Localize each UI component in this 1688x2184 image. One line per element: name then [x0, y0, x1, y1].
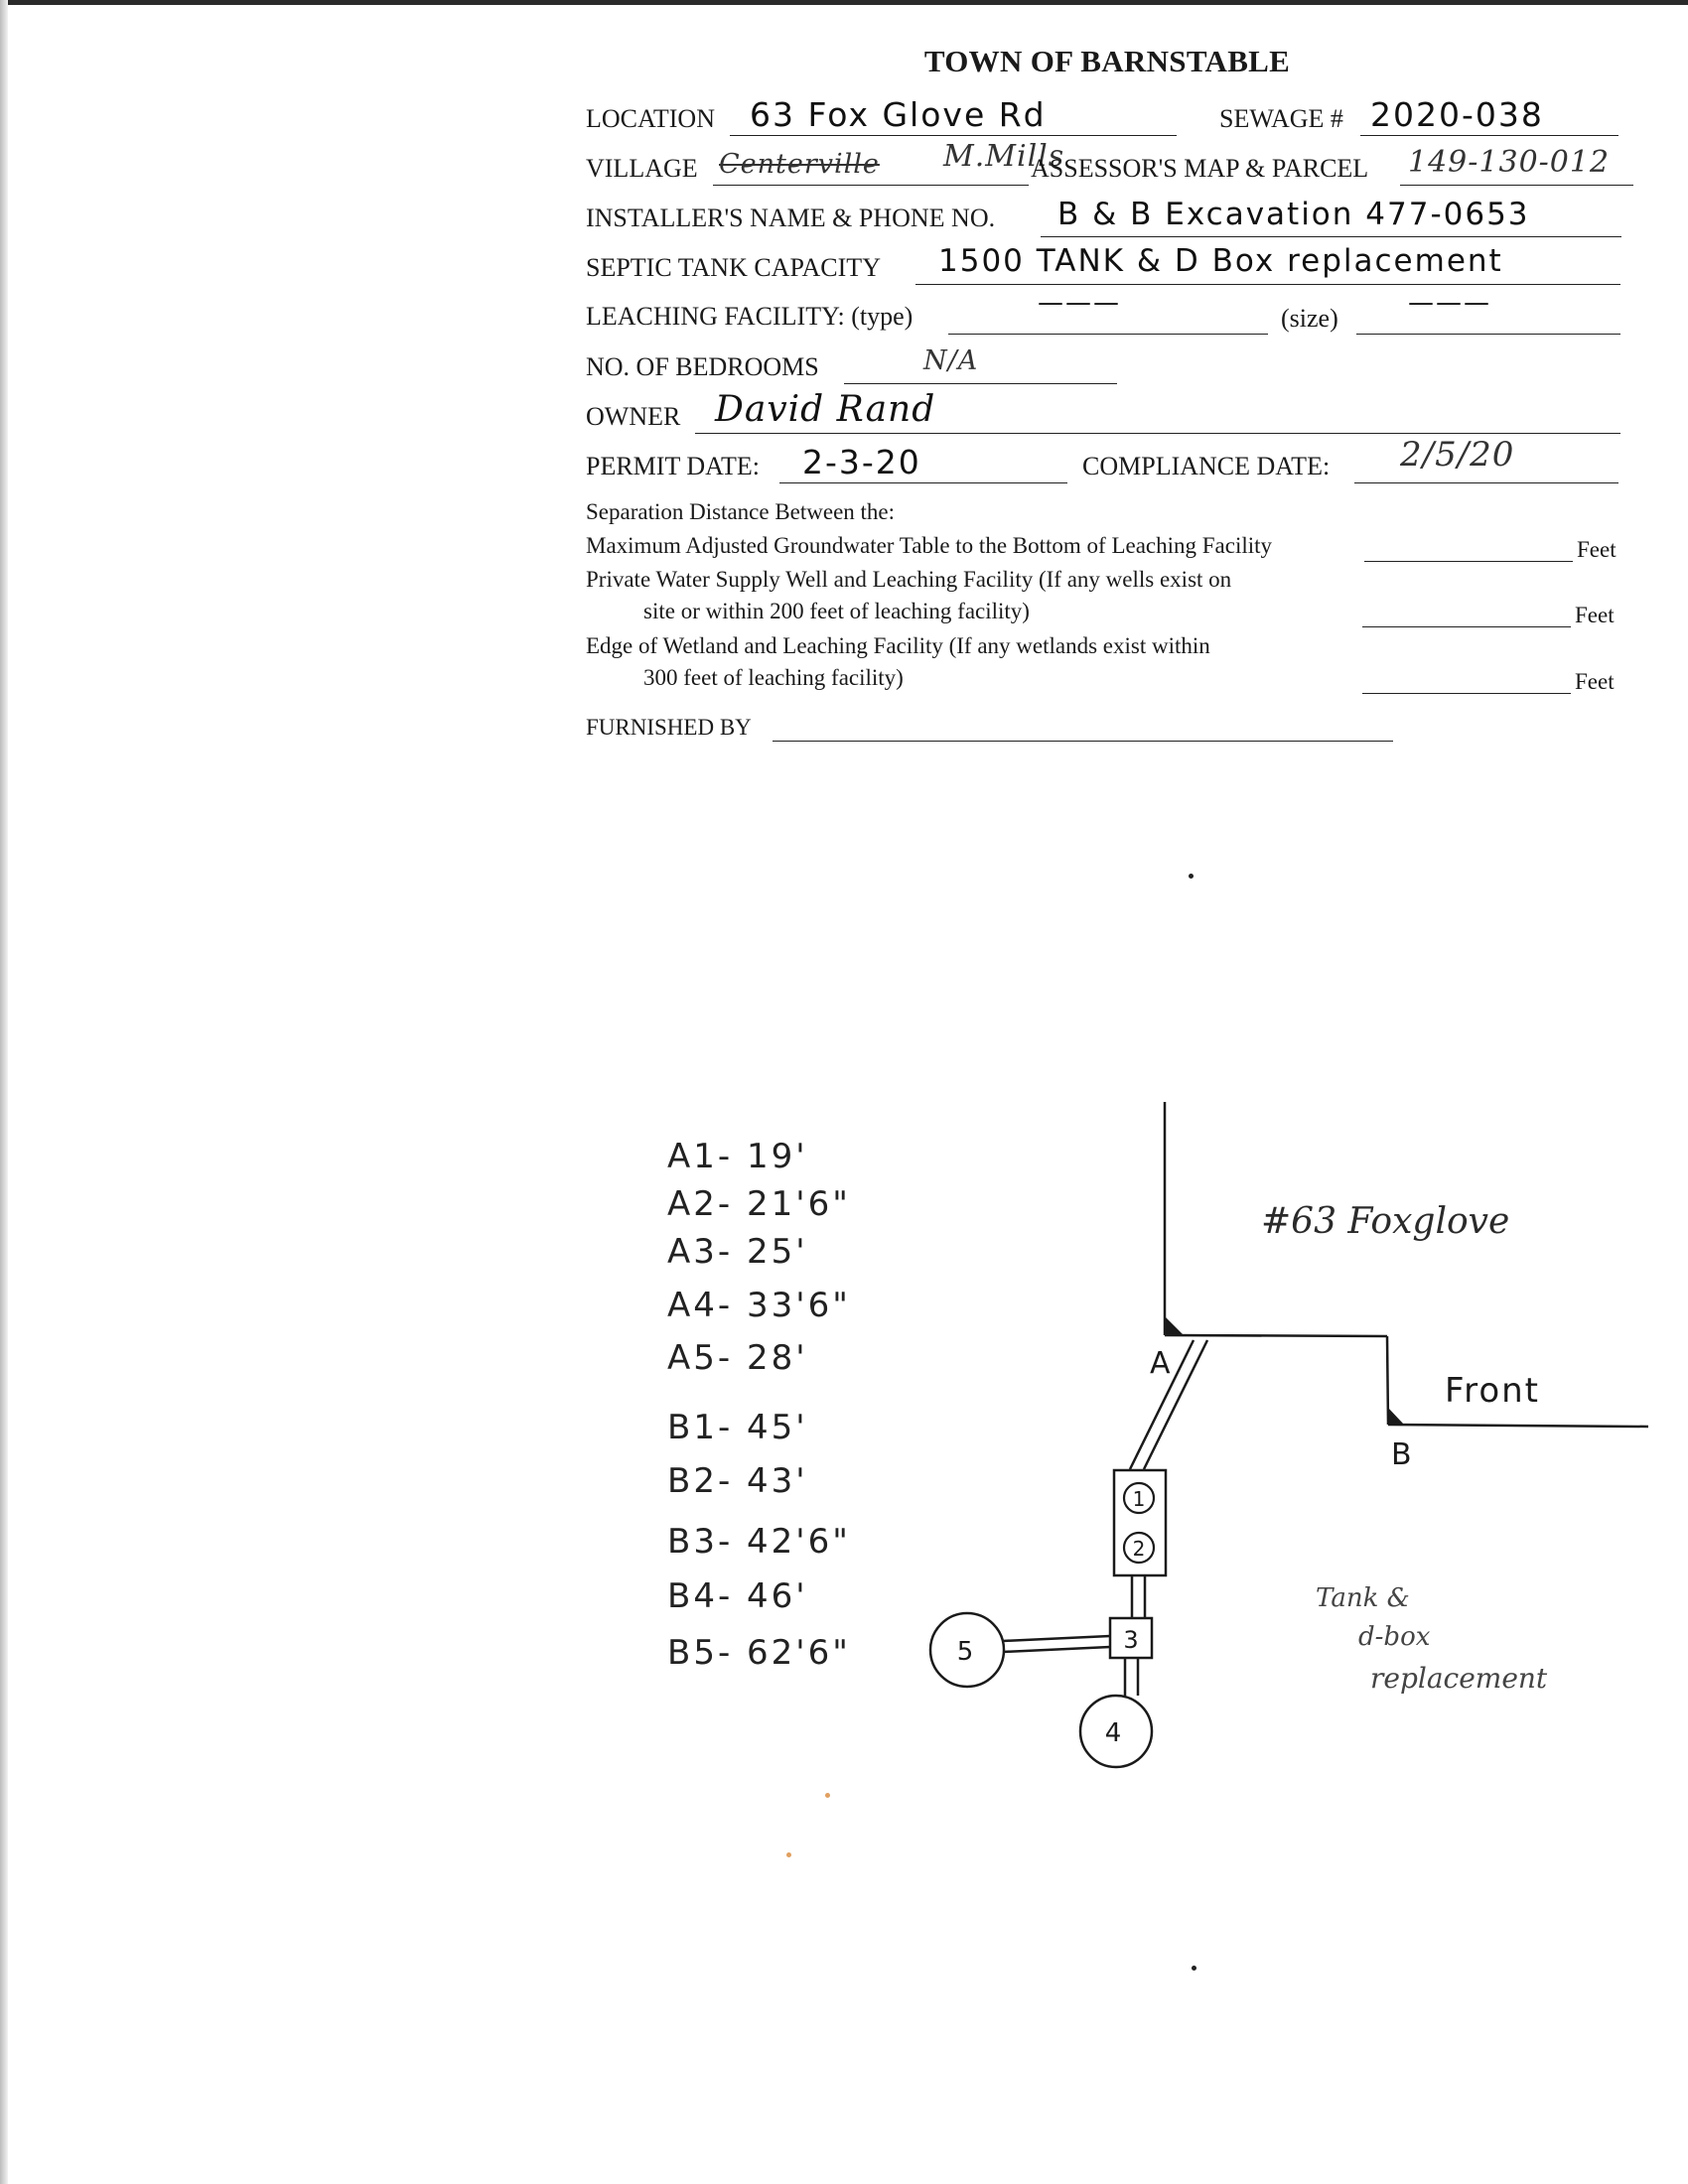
measurement-a4: A4- 33'6" [667, 1286, 851, 1325]
note-line-1: Tank & [1316, 1583, 1410, 1613]
measurement-b3: B3- 42'6" [667, 1522, 851, 1562]
separation-wetland-text-2: 300 feet of leaching facility) [643, 665, 904, 690]
map-parcel-value: 149-130-012 [1408, 145, 1611, 180]
measurement-b2: B2- 43' [667, 1461, 808, 1501]
sewage-label: SEWAGE # [1219, 104, 1343, 133]
leaching-size-label: (size) [1281, 304, 1338, 333]
bedrooms-label: NO. OF BEDROOMS [586, 352, 819, 381]
leaching-type-value: ——— [1038, 288, 1121, 318]
feet-label-well: Feet [1575, 603, 1615, 627]
permit-date-value: 2-3-20 [802, 443, 921, 481]
location-label: LOCATION [586, 104, 715, 133]
component-1-label: 1 [1132, 1487, 1146, 1511]
front-label: Front [1445, 1371, 1540, 1411]
measurement-a3: A3- 25' [667, 1232, 808, 1272]
location-value: 63 Fox Glove Rd [750, 95, 1047, 134]
corner-marker-b [1388, 1408, 1404, 1425]
separation-wetland-text: Edge of Wetland and Leaching Facility (If any wetlands exist within [586, 633, 1210, 658]
furnished-by-label: FURNISHED BY [586, 715, 752, 740]
septic-capacity-label: SEPTIC TANK CAPACITY [586, 253, 881, 282]
permit-date-label: PERMIT DATE: [586, 452, 761, 480]
measurement-b5: B5- 62'6" [667, 1633, 851, 1673]
owner-value: David Rand [715, 389, 936, 430]
point-a-label: A [1150, 1346, 1171, 1381]
house-outline [1165, 1102, 1648, 1427]
village-label: VILLAGE [586, 154, 698, 183]
component-4-label: 4 [1104, 1718, 1122, 1748]
component-5-label: 5 [956, 1637, 974, 1667]
separation-well-text-2: site or within 200 feet of leaching facility) [643, 599, 1030, 623]
compliance-date-value: 2/5/20 [1400, 435, 1515, 475]
point-b-label: B [1391, 1437, 1412, 1472]
form-title: TOWN OF BARNSTABLE [923, 44, 1291, 78]
feet-label-wetland: Feet [1575, 669, 1615, 694]
measurement-a1: A1- 19' [667, 1137, 808, 1176]
septic-capacity-value: 1500 TANK & D Box replacement [938, 243, 1503, 279]
leaching-size-value: ——— [1408, 288, 1491, 318]
pipe-tank-to-dbox [1132, 1575, 1145, 1618]
house-label: #63 Foxglove [1261, 1201, 1510, 1242]
separation-heading: Separation Distance Between the: [586, 499, 896, 524]
measurement-a2: A2- 21'6" [667, 1184, 851, 1224]
feet-label-groundwater: Feet [1577, 537, 1617, 562]
measurement-a5: A5- 28' [667, 1338, 808, 1378]
installer-value: B & B Excavation 477-0653 [1057, 197, 1530, 232]
bedrooms-value: N/A [923, 345, 979, 376]
component-3-label: 3 [1123, 1626, 1139, 1654]
leaching-type-label: LEACHING FACILITY: (type) [586, 302, 914, 331]
pipe-dbox-to-5 [1003, 1636, 1110, 1652]
village-struck-value: Centerville [719, 149, 880, 180]
corner-marker-a [1165, 1316, 1184, 1335]
component-2-label: 2 [1132, 1537, 1146, 1561]
measurement-b4: B4- 46' [667, 1576, 808, 1616]
owner-label: OWNER [586, 402, 681, 431]
sewage-value: 2020-038 [1370, 95, 1544, 134]
map-parcel-label: ASSESSOR'S MAP & PARCEL [1031, 154, 1369, 183]
village-value: M.Mills [943, 139, 1065, 174]
pipe-dbox-to-4 [1125, 1658, 1138, 1696]
compliance-date-label: COMPLIANCE DATE: [1082, 452, 1331, 480]
note-line-2: d-box [1358, 1622, 1431, 1652]
separation-groundwater-text: Maximum Adjusted Groundwater Table to the Bottom of Leaching Facility [586, 533, 1273, 558]
measurement-b1: B1- 45' [667, 1408, 808, 1447]
installer-label: INSTALLER'S NAME & PHONE NO. [586, 204, 996, 232]
separation-well-text: Private Water Supply Well and Leaching Facility (If any wells exist on [586, 567, 1232, 592]
note-line-3: replacement [1370, 1662, 1548, 1695]
